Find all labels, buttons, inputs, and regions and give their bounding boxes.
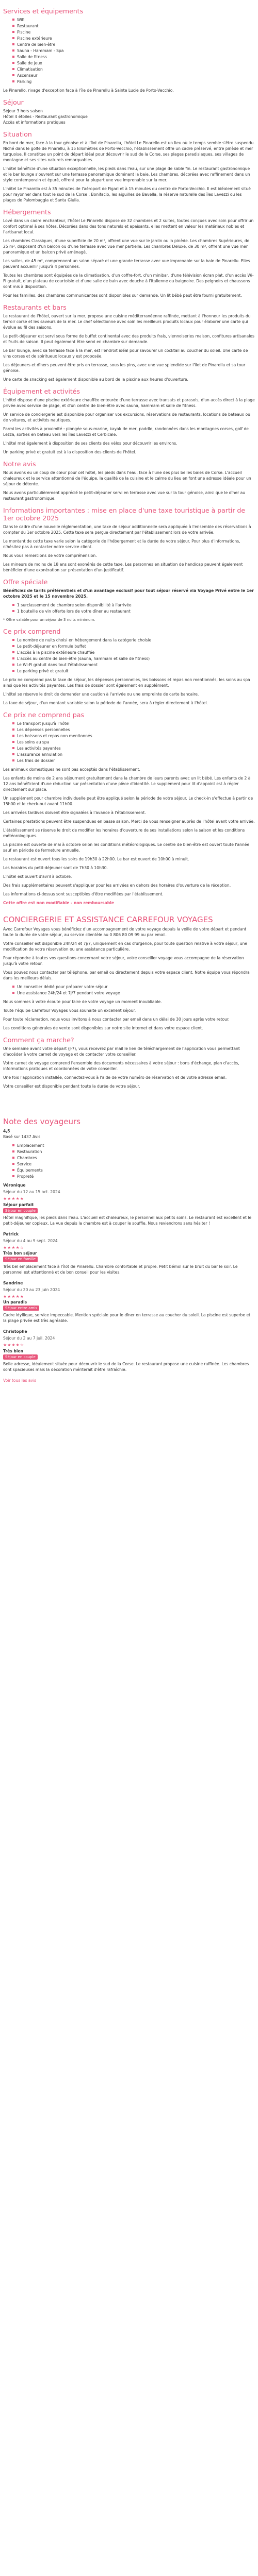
restaurants-para: Le bar lounge, avec sa terrasse face à la mer, est l'endroit idéal pour savourer un cocktail au coucher du soleil. Une carte de vins corses et de spiritueux locaux y est proposée. (3, 348, 248, 359)
service-item: Restaurant (12, 23, 255, 29)
equipements-para: L'hôtel dispose d'une piscine extérieure chauffée entourée d'une terrasse avec transats et parasols, d'un accès direct à la plage privée avec service de plage, et d'un centre de bien-être avec sauna, hammam et salle de fitness. (3, 398, 255, 408)
info-intro: Le Pinarello, rivage d'exception face à l'île de Pinarellu à Sainte Lucie de Porto-Vecchio. (3, 88, 174, 93)
service-item: Sauna - Hammam - Spa (12, 48, 255, 54)
services-list (3, 17, 255, 84)
hebergements-title: Hébergements (3, 208, 51, 216)
service-item: Piscine (12, 29, 255, 35)
ne-comprend-para: Certaines prestations peuvent être suspendues en basse saison. Merci de vous renseigner auprès de l'hôtel avant votre arrivée. (3, 819, 255, 824)
comment-para: Votre carnet de voyage comprend l'ensemble des documents nécessaires à votre séjour : bons d'échange, plan d'accès, informations pratiques et coordonnées de votre conseiller. (3, 1061, 239, 1072)
service-item: Salle de jeux (12, 60, 255, 66)
review-stars: ★★★★☆ (3, 1343, 24, 1348)
review-stars: ★★★★★ (3, 1294, 24, 1299)
room-label: Séjour (3, 98, 24, 106)
conciergerie-list (3, 984, 255, 996)
review-text: Belle adresse, idéalement située pour découvrir le sud de la Corse. Le restaurant propose une cuisine raffinée. Les chambres sont spacieuses mais la décoration mériterait d'être rafraîchie. (3, 1362, 249, 1372)
review-date: Séjour du 12 au 15 oct. 2024 (3, 1190, 60, 1195)
ne-comprend-item: Les soins au spa (12, 739, 255, 745)
review-title: Très bon séjour (3, 1251, 37, 1256)
restaurants-para: Les déjeuners et dîners peuvent être pris en terrasse, sous les pins, avec une vue splendide sur l'îlot de Pinarellu et sa tour génoise. (3, 363, 246, 373)
ne-comprend-para: Les animaux domestiques ne sont pas acceptés dans l'établissement. (3, 767, 140, 772)
review-badge: Séjour en famille (3, 1257, 38, 1262)
hebergements-para: Pour les familles, des chambres communicantes sont disponibles sur demande. Un lit bébé peut être fourni gratuitement. (3, 293, 242, 298)
important-info-para: Le montant de cette taxe varie selon la catégorie de l'hébergement et la durée de votre séjour. Pour plus d'informations, n'hésitez pas à contacter notre service client. (3, 539, 240, 549)
offre-note: * Offre valable pour un séjour de 3 nuits minimum. (3, 618, 95, 622)
ne-comprend-para: Un supplément pour chambre individuelle peut être appliqué selon la période de votre séjour. Le check-in s'effectue à partir de 15h00 et le check-out avant 11h00. (3, 796, 253, 807)
offre-speciale-title: Offre spéciale (3, 578, 48, 586)
ce-prix-para: La taxe de séjour, d'un montant variable selon la période de l'année, sera à régler directement à l'hôtel. (3, 701, 208, 706)
service-item: Centre de bien-être (12, 42, 255, 47)
review-card (3, 1329, 255, 1372)
review-author: Christophe (3, 1329, 27, 1334)
service-item: Piscine extérieure (12, 36, 255, 41)
ne-comprend-para: Les informations ci-dessus sont susceptibles d'être modifiées par l'établissement. (3, 892, 164, 897)
hebergements-para: Toutes les chambres sont équipées de la climatisation, d'un coffre-fort, d'un minibar, d'une télévision écran plat, d'un accès Wi-Fi gratuit, d'un plateau de courtoisie et d'une salle de bain avec douche à l'italienne ou baignoire. Des peignoirs et chaussons sont mis à disposition. (3, 273, 254, 289)
ne-comprend-para: Les enfants de moins de 2 ans séjournent gratuitement dans la chambre de leurs parents avec un lit bébé. Les enfants de 2 à 12 ans bénéficient d'une réduction sur présentation d'une pièce d'identité. Le supplément pour lit d'appoint est à régler directement sur place. (3, 776, 251, 792)
service-item: Climatisation (12, 66, 255, 72)
ce-prix-para: Le prix ne comprend pas la taxe de séjour, les dépenses personnelles, les boissons et repas non mentionnés, les soins au spa ainsi que les activités payantes. Les frais de dossier sont également en supplément. (3, 677, 250, 688)
ne-comprend-item: Les dépenses personnelles (12, 727, 255, 733)
review-badge: Séjour en couple (3, 1208, 38, 1213)
services-title: Services et équipements (3, 7, 84, 15)
notre-avis-para: Nous avons particulièrement apprécié le petit-déjeuner servi en terrasse avec vue sur la tour génoise, ainsi que le dîner au restaurant gastronomique. (3, 490, 246, 501)
conciergerie-para: Vous pouvez nous contacter par téléphone, par email ou directement depuis votre espace client. Notre équipe vous répondra dans les meilleurs délais. (3, 970, 250, 981)
ce-prix-item: Le Wi-Fi gratuit dans tout l'établissement (12, 662, 255, 668)
ne-comprend-para: Les arrivées tardives doivent être signalées à l'avance à l'établissement. (3, 810, 146, 816)
review-date: Séjour du 2 au 7 juil. 2024 (3, 1336, 55, 1341)
ce-prix-item: Le parking privé et gratuit (12, 668, 255, 674)
avis-categories (3, 1143, 255, 1179)
ne-comprend-para: L'hôtel est ouvert d'avril à octobre. (3, 874, 72, 879)
conciergerie-para: Toute l'équipe Carrefour Voyages vous souhaite un excellent séjour. (3, 1008, 136, 1013)
avis-title: Note des voyageurs (3, 1117, 80, 1127)
all-reviews-link[interactable]: Voir tous les avis (3, 1378, 37, 1383)
avis-category: Propreté (12, 1174, 255, 1179)
review-title: Très bien (3, 1348, 23, 1353)
ne-comprend-item: L'assurance annulation (12, 752, 255, 757)
situation-para: L'hôtel Le Pinarello est à 35 minutes de l'aéroport de Figari et à 15 minutes du centre de Porto-Vecchio. Il est idéalement situé pour rayonner dans tout le sud de la Corse : Bonifacio, les aiguilles de Bavella, la réserve naturelle des îles Lavezzi ou les plages de Palombaggia et Santa Giulia. (3, 187, 251, 202)
review-card (3, 1280, 255, 1324)
comment-title: Comment ça marche? (3, 1036, 74, 1044)
situation-para: En bord de mer, face à la tour génoise et à l'îlot de Pinarellu, l'hôtel Le Pinarello est un lieu où le temps semble s'être suspendu. Niché dans le golfe de Pinarellu, à 15 kilomètres de Porto-Vecchio, l'établissement offre un cadre préservé, entre pinède et mer turquoise. Il constitue un point de départ idéal pour découvrir le sud de la Corse, ses plages paradisiaques, ses villages de montagne et ses sites naturels remarquables. (3, 141, 255, 162)
review-text: Cadre idyllique, service impeccable. Mention spéciale pour le dîner en terrasse au coucher du soleil. La piscine est superbe et la plage privée est très agréable. (3, 1313, 251, 1324)
important-info-para: Dans le cadre d'une nouvelle réglementation, une taxe de séjour additionnelle sera appliquée à l'ensemble des réservations à compter du 1er octobre 2025. Cette taxe sera perçue directement par l'établissement lors de votre arrivée. (3, 524, 251, 535)
comment-para: Une semaine avant votre départ (J-7), vous recevrez par mail le lien de téléchargement de l'application vous permettant d'accéder à votre carnet de voyage et de contacter votre conseiller. (3, 1046, 240, 1057)
ce-prix-item: L'accès à la piscine extérieure chauffée (12, 650, 255, 655)
situation-title: Situation (3, 130, 32, 138)
room-line: Hôtel 4 étoiles - Restaurant gastronomique (3, 114, 88, 119)
conciergerie-para: Votre conseiller est disponible 24h/24 et 7j/7, uniquement en cas d'urgence, pour toute question relative à votre séjour, une modification de votre réservation ou une assistance particulière. (3, 941, 248, 952)
equipements-para: Parmi les activités à proximité : plongée sous-marine, kayak de mer, paddle, randonnées dans les montagnes corses, golf de Lezza, sorties en bateau vers les îles Lavezzi et Cerbicale. (3, 427, 249, 437)
ne-comprend-para: Le restaurant est ouvert tous les soirs de 19h30 à 22h00. Le bar est ouvert de 10h00 à minuit. (3, 857, 189, 862)
avis-score: 4,5 (3, 1129, 10, 1134)
review-badge: Séjour entre amis (3, 1306, 39, 1311)
conciergerie-para: Pour toute réclamation, nous vous invitons à nous contacter par email dans un délai de 30 jours après votre retour. (3, 1017, 230, 1022)
conciergerie-item: Une assistance 24h/24 et 7j/7 pendant votre voyage (12, 990, 255, 996)
conciergerie-item: Un conseiller dédié pour préparer votre séjour (12, 984, 255, 990)
avis-category: Emplacement (12, 1143, 255, 1148)
review-title: Un paradis (3, 1300, 27, 1305)
review-stars: ★★★★☆ (3, 1245, 24, 1250)
service-item: Parking (12, 79, 255, 84)
review-author: Sandrine (3, 1280, 23, 1285)
review-title: Séjour parfait (3, 1202, 34, 1207)
conciergerie-para: Nous sommes à votre écoute pour faire de votre voyage un moment inoubliable. (3, 999, 162, 1005)
service-item: Wifi (12, 17, 255, 23)
hebergements-para: Lové dans un cadre enchanteur, l'hôtel Le Pinarello dispose de 32 chambres et 2 suites, toutes conçues avec soin pour offrir un confort optimal à ses hôtes. Décorées dans des tons naturels et apaisants, elles mettent en valeur les matériaux nobles et l'artisanat local. (3, 218, 254, 234)
review-text: Hôtel magnifique, les pieds dans l'eau. L'accueil est chaleureux, le personnel aux petits soins. Le restaurant est excellent et le petit-déjeuner copieux. La vue depuis la chambre est à couper le souffle. Nous reviendrons sans hésiter ! (3, 1215, 252, 1226)
avis-category: Chambres (12, 1155, 255, 1161)
review-badge: Séjour en couple (3, 1354, 38, 1360)
ne-comprend-para: L'établissement se réserve le droit de modifier les horaires d'ouverture de ses installations selon la saison et les conditions météorologiques. (3, 828, 245, 839)
restaurants-para: Une carte de snacking est également disponible au bord de la piscine aux heures d'ouverture. (3, 377, 188, 382)
comment-para: Votre conseiller est disponible pendant toute la durée de votre séjour. (3, 1084, 140, 1089)
notre-avis-title: Notre avis (3, 460, 36, 468)
restaurants-para: Le restaurant de l'hôtel, ouvert sur la mer, propose une cuisine méditerranéenne raffinée, mettant à l'honneur les produits du terroir corse et les saveurs de la mer. Le chef sélectionne avec soin les meilleurs produits locaux pour élaborer une carte qui évolue au fil des saisons. (3, 314, 251, 330)
ne-comprend-item: Les frais de dossier (12, 758, 255, 764)
ce-prix-para: L'hôtel se réserve le droit de demander une caution à l'arrivée ou une empreinte de carte bancaire. (3, 692, 199, 697)
avis-category: Équipements (12, 1167, 255, 1173)
restaurants-para: Le petit-déjeuner est servi sous forme de buffet continental avec des produits frais, viennoiseries maison, confitures artisanales et fruits de saison. Il peut également être servi en chambre sur demande. (3, 334, 254, 344)
review-card (3, 1231, 255, 1275)
important-info-title: Informations importantes : mise en place d'une taxe touristique à partir de 1er octobre 2025 (3, 506, 246, 522)
restaurants-title: Restaurants et bars (3, 303, 67, 311)
ce-prix-title: Ce prix comprend (3, 628, 61, 636)
conciergerie-para: Les conditions générales de vente sont disponibles sur notre site internet et dans votre espace client. (3, 1026, 203, 1031)
hebergements-para: Les chambres Classiques, d'une superficie de 20 m², offrent une vue sur le jardin ou la pinède. Les chambres Supérieures, de 25 m², disposent d'un balcon ou d'une terrasse avec vue mer partielle. Les chambres Deluxe, de 30 m², offrent une vue mer panoramique et un balcon privé aménagé. (3, 239, 250, 255)
service-item: Ascenseur (12, 73, 255, 78)
equipements-para: L'hôtel met également à disposition de ses clients des vélos pour découvrir les environs. (3, 441, 178, 446)
ne-comprend-para: La piscine est ouverte de mai à octobre selon les conditions météorologiques. Le centre de bien-être est ouvert toute l'année sauf en période de fermeture annuelle. (3, 842, 250, 853)
important-info-para: Nous vous remercions de votre compréhension. (3, 553, 97, 558)
offre-speciale-para: Bénéficiez de tarifs préférentiels et d'un avantage exclusif pour tout séjour réservé via Voyage Privé entre le 1er octobre 2025 et le 15 novembre 2025. (3, 588, 254, 599)
offre-item: 1 bouteille de vin offerte lors de votre dîner au restaurant (12, 608, 255, 614)
offre-item: 1 surclassement de chambre selon disponibilité à l'arrivée (12, 602, 255, 608)
avis-count: Basé sur 1437 Avis (3, 1134, 41, 1140)
conciergerie-para: Pour répondre à toutes vos questions concernant votre séjour, votre conseiller voyage vous accompagne de la réservation jusqu'à votre retour. (3, 956, 244, 967)
avis-category: Restauration (12, 1149, 255, 1155)
room-line: Accès et informations pratiques (3, 120, 66, 125)
notre-avis-para: Nous avons eu un coup de cœur pour cet hôtel, les pieds dans l'eau, face à l'une des plus belles baies de Corse. L'accueil chaleureux et le service attentionné de l'équipe, la qualité de la cuisine et le calme du lieu en font une adresse idéale pour un séjour de détente. (3, 470, 251, 486)
offre-speciale-list (3, 602, 255, 614)
review-author: Véronique (3, 1183, 26, 1188)
comment-para: Une fois l'application installée, connectez-vous à l'aide de votre numéro de réservation et de votre adresse email. (3, 1075, 227, 1080)
review-text: Très bel emplacement face à l'îlot de Pinarellu. Chambre confortable et propre. Petit bémol sur le bruit du bar le soir. Le personnel est attentionné et de bon conseil pour les visites. (3, 1264, 238, 1275)
avis-category: Service (12, 1161, 255, 1167)
ne-comprend-item: Le transport jusqu'à l'hôtel (12, 721, 255, 726)
room-line: Séjour 3 hors saison (3, 109, 43, 113)
review-card (3, 1182, 255, 1226)
service-item: Salle de fitness (12, 54, 255, 60)
ne-comprend-para: Les horaires du petit-déjeuner sont de 7h30 à 10h30. (3, 866, 108, 871)
hebergements-para: Les suites, de 45 m², comprennent un salon séparé et une grande terrasse avec vue imprenable sur la baie de Pinarellu. Elles peuvent accueillir jusqu'à 4 personnes. (3, 259, 250, 269)
important-info-para: Les mineurs de moins de 18 ans sont exonérés de cette taxe. Les personnes en situation de handicap peuvent également bénéficier d'une exonération sur présentation d'un justificatif. (3, 562, 243, 572)
conciergerie-para: Avec Carrefour Voyages vous bénéficiez d'un accompagnement de votre voyage depuis la veille de votre départ et pendant toute la durée de votre séjour, au service clientèle au 0 806 80 09 99 ou par email. (3, 927, 247, 938)
conciergerie-title: CONCIERGERIE ET ASSISTANCE CARREFOUR VOYAGES (3, 915, 213, 925)
ne-comprend-item: Les activités payantes (12, 745, 255, 751)
ce-prix-item: L'accès au centre de bien-être (sauna, hammam et salle de fitness) (12, 656, 255, 662)
review-date: Séjour du 20 au 23 juin 2024 (3, 1287, 60, 1292)
ne-comprend-list (3, 721, 255, 764)
ne-comprend-title: Ce prix ne comprend pas (3, 711, 85, 719)
ce-prix-item: Le nombre de nuits choisi en hébergement dans la catégorie choisie (12, 637, 255, 643)
ne-comprend-para: Des frais supplémentaires peuvent s'appliquer pour les arrivées en dehors des horaires d'ouverture de la réception. (3, 883, 231, 888)
equipements-para: Un service de conciergerie est disponible pour organiser vos excursions, réservations de restaurants, locations de bateaux ou de voitures, et activités nautiques. (3, 412, 250, 422)
equipements-para: Un parking privé et gratuit est à la disposition des clients de l'hôtel. (3, 450, 136, 454)
situation-para: L'hôtel bénéficie d'une situation exceptionnelle, les pieds dans l'eau, sur une plage de sable fin. Le restaurant gastronomique et le bar lounge s'ouvrent sur une terrasse panoramique dominant la baie. Les chambres, décorées avec raffinement dans un style contemporain et épuré, offrent pour la plupart une vue imprenable sur la mer. (3, 166, 250, 182)
ce-prix-list (3, 637, 255, 674)
review-stars: ★★★★★ (3, 1196, 24, 1201)
equipements-title: Équipement et activités (3, 387, 80, 395)
ne-comprend-item: Les boissons et repas non mentionnés (12, 733, 255, 739)
review-author: Patrick (3, 1231, 19, 1236)
review-date: Séjour du 4 au 9 sept. 2024 (3, 1238, 58, 1243)
ce-prix-item: Le petit-déjeuner en formule buffet (12, 643, 255, 649)
non-refundable-link[interactable]: Cette offre est non modifiable - non remboursable (3, 901, 114, 906)
